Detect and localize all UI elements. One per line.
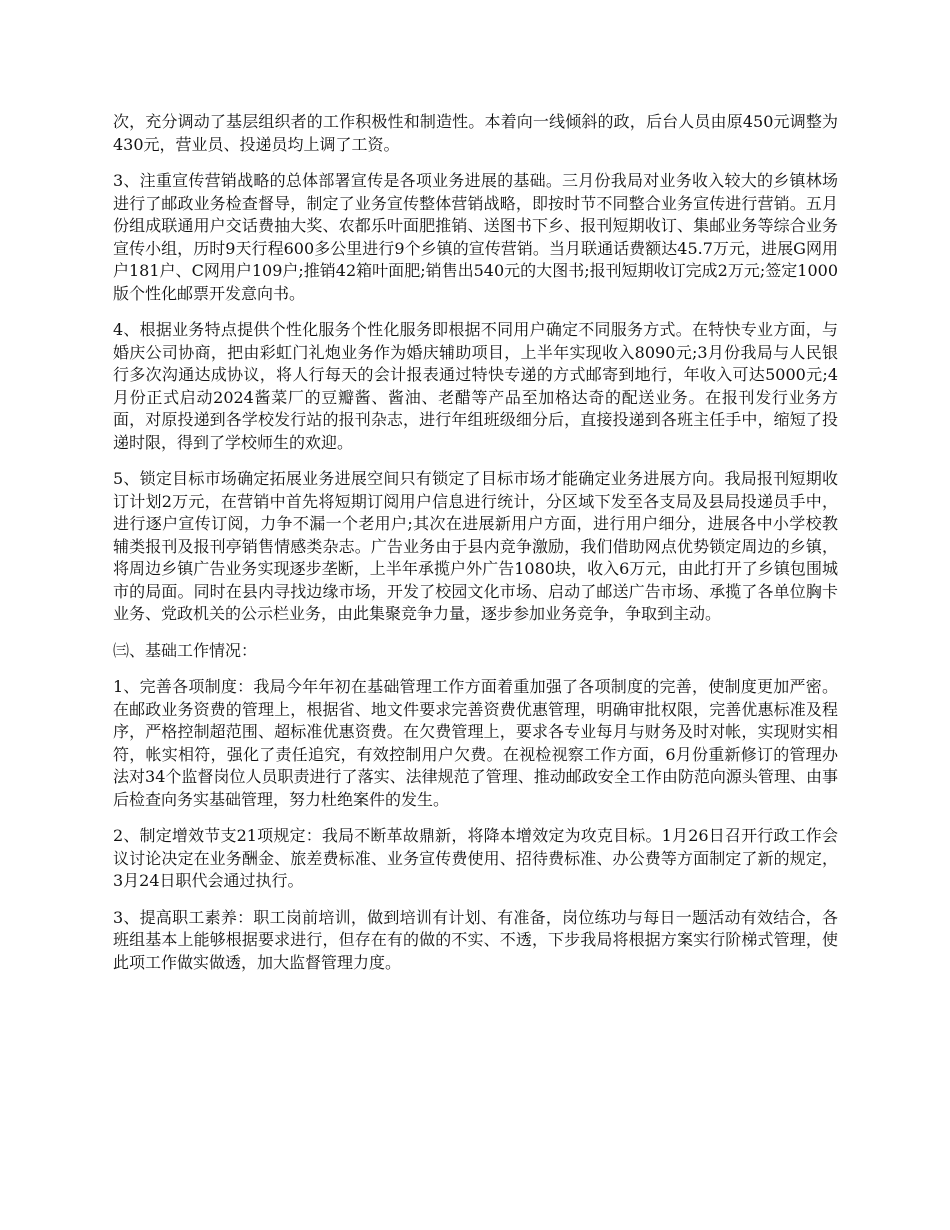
paragraph-regulations: 1、完善各项制度：我局今年年初在基础管理工作方面着重加强了各项制度的完善，使制度更加严密。在邮政业务资费的管理上，根据省、地文件要求完善资费优惠管理，明确审批权限，完善优惠标准及程序，严格控制超范围、超标准优惠资费。在欠费管理上，要求各专业每月与财务及时对帐，实现财实相符，帐实相符，强化了责任追究，有效控制用户欠费。在视检视察工作方面，6月份重新修订的管理办法对34个监督岗位人员职责进行了落实、法律规范了管理、推动邮政安全工作由防范向源头管理、由事后检查向务实基础管理，努力杜绝案件的发生。 [113,677,838,809]
paragraph-staff-training: 3、提高职工素养：职工岗前培训，做到培训有计划、有准备，岗位练功与每日一题活动有效结合，各班组基本上能够根据要求进行，但存在有的做的不实、不透，下步我局将根据方案实行阶梯式管理，使此项工作做实做透，加大监督管理力度。 [113,907,838,972]
paragraph-personalized-service: 4、根据业务特点提供个性化服务个性化服务即根据不同用户确定不同服务方式。在特快专业方面，与婚庆公司协商，把由彩虹门礼炮业务作为婚庆辅助项目，上半年实现收入8090元;3月份我局与人民银行多次沟通达成协议，将人行每天的会计报表通过特快专递的方式邮寄到地行，年收入可达5000元;4月份正式启动2024酱菜厂的豆瓣酱、酱油、老醋等产品至加格达奇的配送业务。在报刊发行业务方面，对原投递到各学校发行站的报刊杂志，进行年组班级细分后，直接投递到各班主任手中，缩短了投递时限，得到了学校师生的欢迎。 [113,320,838,452]
paragraph-cost-saving-rules: 2、制定增效节支21项规定：我局不断革故鼎新，将降本增效定为攻克目标。1月26日召开行政工作会议讨论决定在业务酬金、旅差费标准、业务宣传费使用、招待费标准、办公费等方面制定了新的规定，3月24日职代会通过执行。 [113,826,838,890]
paragraph-marketing-strategy: 3、注重宣传营销战略的总体部署宣传是各项业务进展的基础。三月份我局对业务收入较大的乡镇林场进行了邮政业务检查督导，制定了业务宣传整体营销战略，即按时节不同整合业务宣传进行营销。五月份组成联通用户交话费抽大奖、农都乐叶面肥推销、送图书下乡、报刊短期收订、集邮业务等综合业务宣传小组，历时9天行程600多公里进行9个乡镇的宣传营销。当月联通话费额达45.7万元，进展G网用户181户、C网用户109户;推销42箱叶面肥;销售出540元的大图书;报刊短期收订完成2万元;签定1000版个性化邮票开发意向书。 [113,171,838,303]
paragraph-target-market: 5、锁定目标市场确定拓展业务进展空间只有锁定了目标市场才能确定业务进展方向。我局报刊短期收订计划2万元，在营销中首先将短期订阅用户信息进行统计，分区域下发至各支局及县局投递员手中，进行逐户宣传订阅，力争不漏一个老用户;其次在进展新用户方面，进行用户细分，进展各中小学校教辅类报刊及报刊亭销售情感类杂志。广告业务由于县内竞争激励，我们借助网点优势锁定周边的乡镇，将周边乡镇广告业务实现逐步垄断，上半年承揽户外广告1080块，收入6万元，由此打开了乡镇包围城市的局面。同时在县内寻找边缘市场，开发了校园文化市场、启动了邮送广告市场、承揽了各单位胸卡业务、党政机关的公示栏业务，由此集聚竞争力量，逐步参加业务竞争，争取到主动。 [113,469,838,623]
section-heading-basic-work: ㈢、基础工作情况： [113,640,258,660]
paragraph-incentive-continuation: 次，充分调动了基层组织者的工作积极性和制造性。本着向一线倾斜的政，后台人员由原450元调整为430元，营业员、投递员均上调了工资。 [113,112,838,154]
